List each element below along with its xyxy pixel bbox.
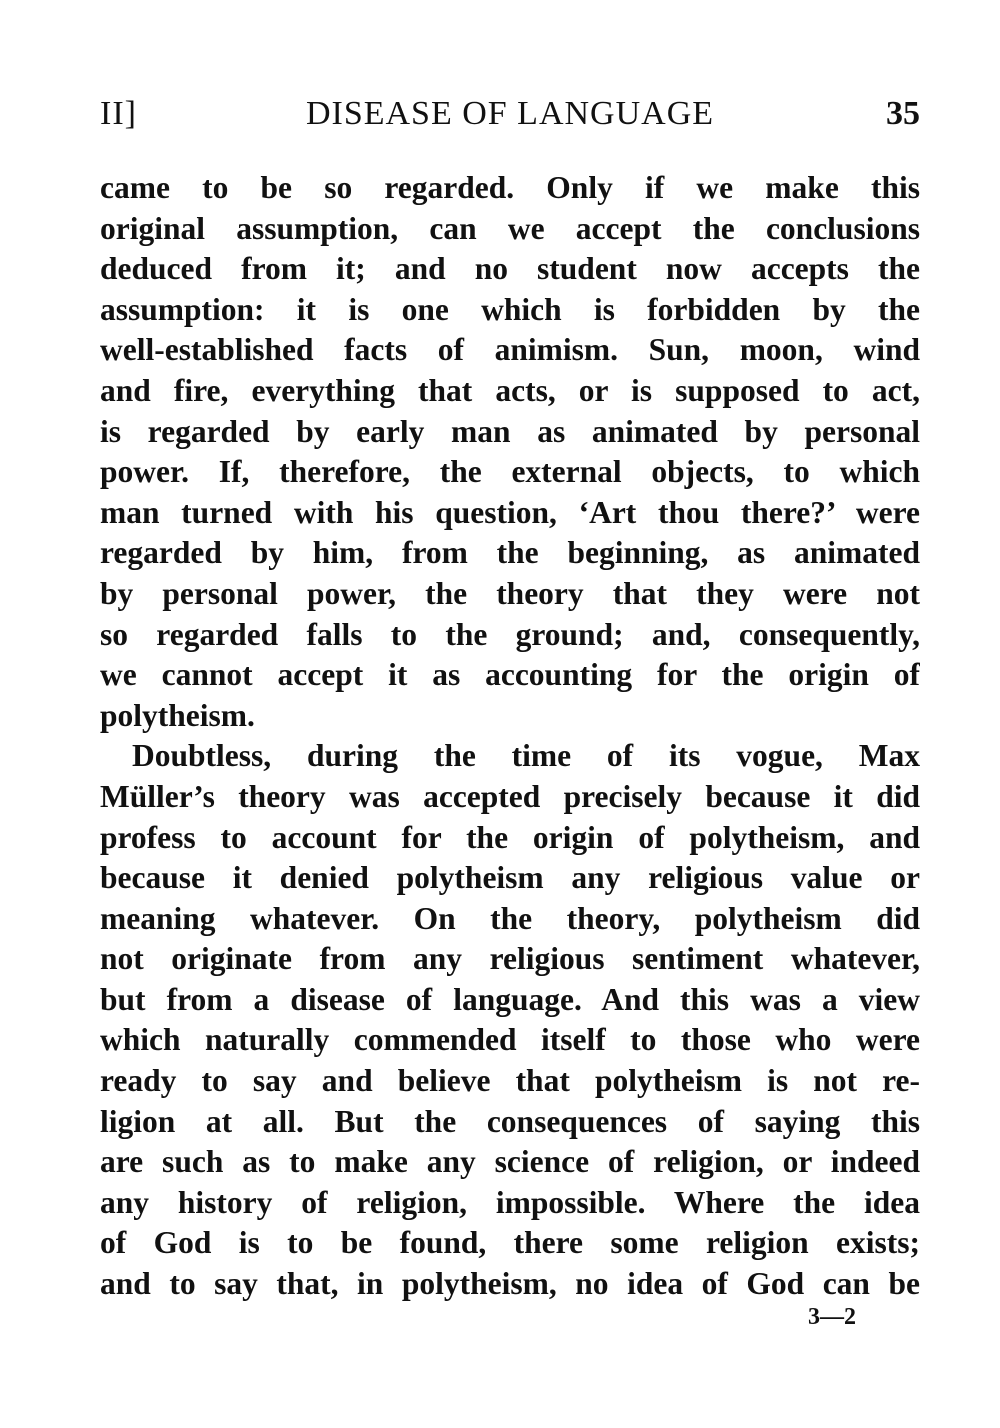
text-line: man turned with his question, ‘Art thou there?’ were (100, 494, 920, 530)
page-number: 35 (886, 95, 920, 132)
text-line: any history of religion, impossible. Where the idea (100, 1184, 920, 1220)
text-line: original assumption, can we accept the conclusions (100, 210, 920, 246)
text-line: ligion at all. But the consequences of saying this (100, 1103, 920, 1139)
text-line: assumption: it is one which is forbidden by the (100, 291, 920, 327)
text-line: regarded by him, from the beginning, as animated (100, 535, 920, 571)
text-line: came to be so regarded. Only if we make this (100, 170, 920, 205)
text-line: but from a disease of language. And this was a view (100, 981, 920, 1017)
text-line: power. If, therefore, the external objects, to which (100, 454, 920, 490)
text-line: meaning whatever. On the theory, polytheism did (100, 900, 920, 936)
text-line: profess to account for the origin of polytheism, and (100, 819, 920, 855)
text-line: which naturally commended itself to those who were (100, 1022, 920, 1058)
body-text (100, 168, 920, 1305)
text-line: of God is to be found, there some religion exists; (100, 1225, 920, 1261)
text-line: by personal power, the theory that they were not (100, 575, 920, 611)
text-line: is regarded by early man as animated by personal (100, 413, 920, 449)
text-line: so regarded falls to the ground; and, consequently, (100, 616, 920, 652)
text-line: because it denied polytheism any religious value or (100, 860, 920, 896)
text-line: Müller’s theory was accepted precisely because it did (100, 778, 920, 814)
text-line: are such as to make any science of religion, or indeed (100, 1144, 920, 1180)
text-line: we cannot accept it as accounting for the origin of (100, 657, 920, 693)
text-line: deduced from it; and no student now accepts the (100, 251, 920, 287)
text-line: ready to say and believe that polytheism is not re- (100, 1063, 920, 1099)
chapter-number: II] (100, 95, 137, 132)
running-title: DISEASE OF LANGUAGE (305, 95, 715, 132)
text-line: Doubtless, during the time of its vogue, Max (132, 738, 920, 774)
text-line: and fire, everything that acts, or is supposed to act, (100, 372, 920, 408)
text-line: polytheism. (100, 697, 255, 733)
text-line: not originate from any religious sentiment whatever, (100, 941, 920, 977)
signature-mark: 3—2 (808, 1304, 856, 1330)
running-head (100, 92, 920, 136)
text-line: well-established facts of animism. Sun, moon, wind (100, 332, 920, 368)
text-line: and to say that, in polytheism, no idea of God can be (100, 1266, 920, 1302)
